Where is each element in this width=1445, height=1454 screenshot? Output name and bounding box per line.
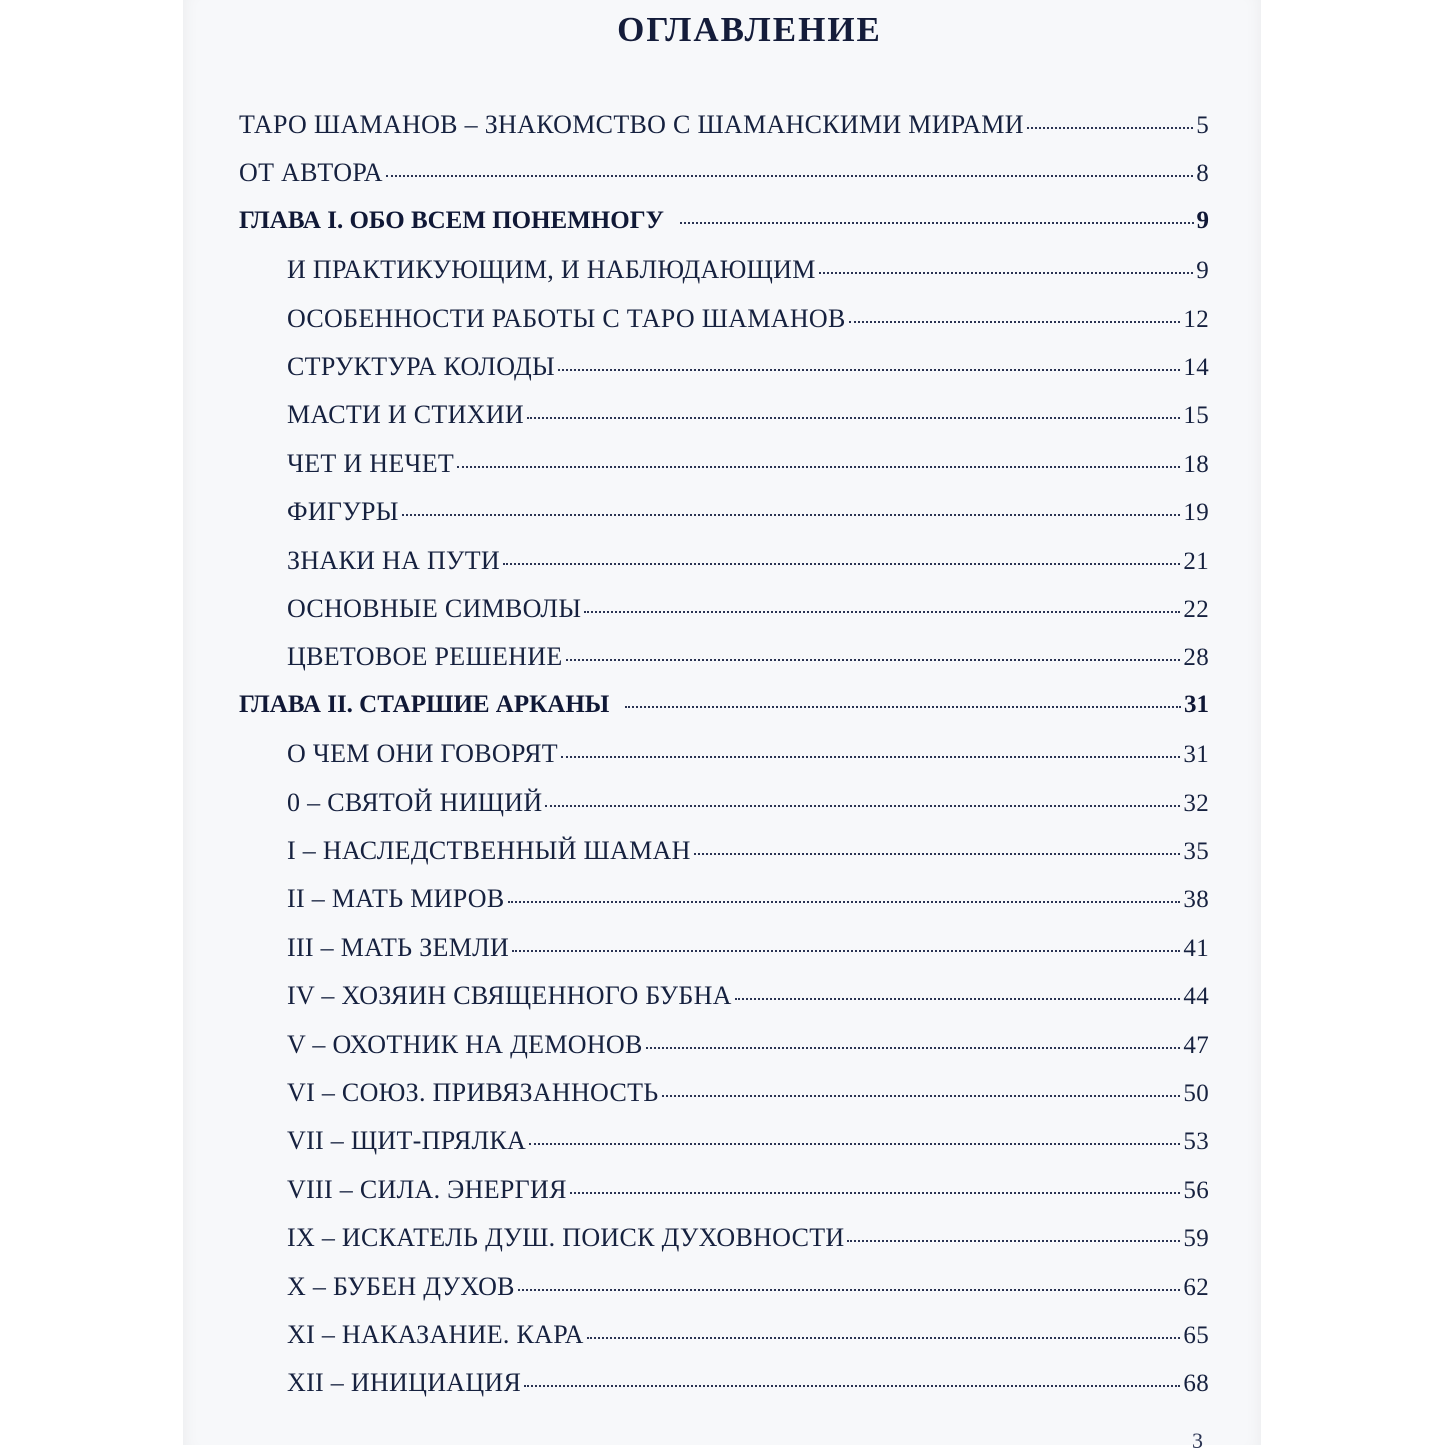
toc-dot-leader: [680, 222, 1194, 224]
toc-dot-leader: [694, 853, 1181, 855]
toc-page-number: 44: [1183, 983, 1209, 1011]
toc-entry-label: ГЛАВА I. ОБО ВСЕМ ПОНЕМНОГУ: [239, 206, 664, 234]
toc-entry: [287, 1223, 1209, 1263]
toc-dot-leader: [662, 1095, 1181, 1097]
toc-page-number: 68: [1183, 1370, 1209, 1398]
page-title: ОГЛАВЛЕНИЕ: [617, 10, 882, 49]
toc-dot-leader: [508, 901, 1181, 903]
toc-entry: [287, 594, 1209, 634]
toc-page-number: 35: [1183, 838, 1209, 865]
toc-page-number: 59: [1183, 1225, 1209, 1253]
toc-entry: [239, 158, 1209, 198]
toc-page-number: 28: [1183, 644, 1209, 672]
toc-dot-leader: [524, 1385, 1180, 1387]
toc-dot-leader: [570, 1192, 1181, 1194]
toc-dot-leader: [529, 1143, 1180, 1145]
toc-entry-label: МАСТИ И СТИХИИ: [287, 400, 524, 430]
toc-page-number: 32: [1183, 789, 1209, 817]
toc-entry-label: ЗНАКИ НА ПУТИ: [287, 545, 500, 575]
toc-entry-label: ЧЕТ И НЕЧЕТ: [287, 448, 455, 478]
toc-entry-label: ОСНОВНЫЕ СИМВОЛЫ: [287, 594, 582, 623]
toc-entry: [287, 1078, 1209, 1118]
toc-dot-leader: [518, 1289, 1181, 1291]
toc-entry: [287, 1368, 1209, 1408]
toc-page-number: 50: [1183, 1080, 1209, 1107]
toc-entry-label: ТАРО ШАМАНОВ – ЗНАКОМСТВО С ШАМАНСКИМИ МИРАМИ: [239, 110, 1024, 139]
toc-entry-label: II – МАТЬ МИРОВ: [287, 884, 505, 914]
toc-dot-leader: [625, 706, 1181, 708]
toc-dot-leader: [587, 1337, 1181, 1339]
toc-entry: [287, 304, 1209, 344]
toc-page-number: 12: [1183, 305, 1209, 333]
toc-page-number: 56: [1183, 1176, 1209, 1204]
toc-entry-label: ЦВЕТОВОЕ РЕШЕНИЕ: [287, 642, 563, 672]
toc-page-number: 41: [1183, 934, 1209, 962]
toc-dot-leader: [735, 998, 1181, 1000]
toc-page-number: 47: [1183, 1031, 1209, 1059]
toc-dot-leader: [561, 756, 1180, 758]
toc-dot-leader: [558, 369, 1180, 371]
toc-page-number: 22: [1183, 596, 1209, 623]
toc-dot-leader: [847, 1240, 1180, 1242]
toc-entry: [287, 788, 1209, 828]
toc-entry: [287, 497, 1209, 537]
toc-entry-label: III – МАТЬ ЗЕМЛИ: [287, 932, 510, 962]
toc-page-number: 8: [1196, 160, 1209, 188]
toc-entry-label: СТРУКТУРА КОЛОДЫ: [287, 352, 555, 381]
toc-entry-label: ГЛАВА II. СТАРШИЕ АРКАНЫ: [239, 690, 610, 718]
toc-page-number: 31: [1183, 741, 1209, 769]
toc-entry: [287, 546, 1209, 586]
toc-dot-leader: [566, 659, 1181, 661]
toc-page-number: 38: [1183, 886, 1209, 914]
toc-entry-label: VII – ЩИТ-ПРЯЛКА: [287, 1126, 527, 1156]
toc-entry: [287, 1030, 1209, 1070]
toc-entry: [287, 642, 1209, 682]
toc-page-number: 9: [1196, 257, 1209, 285]
toc-entry: [287, 739, 1209, 779]
toc-page-number: 9: [1196, 206, 1209, 234]
toc-chapter-entry: [239, 207, 1209, 247]
toc-dot-leader: [512, 950, 1180, 952]
toc-page-number: 31: [1184, 690, 1209, 718]
toc-page-number: 19: [1183, 499, 1209, 527]
toc-dot-leader: [457, 466, 1180, 468]
toc-entry-label: И ПРАКТИКУЮЩИМ, И НАБЛЮДАЮЩИМ: [287, 255, 816, 285]
toc-page-number: 18: [1183, 450, 1209, 478]
toc-entry-label: ОСОБЕННОСТИ РАБОТЫ С ТАРО ШАМАНОВ: [287, 303, 846, 333]
page-number-corner: 3: [1192, 1428, 1203, 1453]
toc-entry-label: XI – НАКАЗАНИЕ. КАРА: [287, 1320, 584, 1349]
toc-entry: [287, 836, 1209, 876]
toc-entry-label: VI – СОЮЗ. ПРИВЯЗАННОСТЬ: [287, 1078, 659, 1107]
toc-page-number: 21: [1183, 547, 1209, 575]
toc-entry: [287, 255, 1209, 295]
toc-dot-leader: [849, 321, 1181, 323]
toc-entry-label: О ЧЕМ ОНИ ГОВОРЯТ: [287, 739, 558, 769]
toc-entry: [287, 884, 1209, 924]
toc-dot-leader: [527, 417, 1180, 419]
toc-chapter-entry: [239, 691, 1209, 731]
toc-entry: [287, 1175, 1209, 1215]
toc-entry-label: V – ОХОТНИК НА ДЕМОНОВ: [287, 1029, 643, 1059]
toc-dot-leader: [402, 514, 1181, 516]
toc-entry-label: X – БУБЕН ДУХОВ: [287, 1271, 515, 1301]
toc-dot-leader: [584, 611, 1180, 613]
toc-page-number: 53: [1183, 1128, 1209, 1156]
toc-entry: [287, 1320, 1209, 1360]
toc-dot-leader: [819, 272, 1194, 274]
toc-entry: [287, 1126, 1209, 1166]
toc-entry: [287, 933, 1209, 973]
toc-entry: [287, 981, 1209, 1021]
toc-entry-label: ОТ АВТОРА: [239, 158, 383, 188]
toc-dot-leader: [503, 563, 1180, 565]
toc-entry: [287, 352, 1209, 392]
toc-entry: [287, 400, 1209, 440]
toc-entry-label: I – НАСЛЕДСТВЕННЫЙ ШАМАН: [287, 836, 691, 865]
toc-entry: [287, 449, 1209, 489]
toc-entry-label: IV – ХОЗЯИН СВЯЩЕННОГО БУБНА: [287, 981, 732, 1011]
toc-entry-label: ФИГУРЫ: [287, 497, 399, 527]
toc-entry-label: 0 – СВЯТОЙ НИЩИЙ: [287, 787, 543, 817]
toc-page-number: 14: [1183, 354, 1209, 381]
toc-page-number: 5: [1196, 112, 1209, 139]
toc-page-number: 15: [1183, 402, 1209, 430]
toc-entry: [239, 110, 1209, 150]
toc-dot-leader: [1027, 127, 1193, 129]
toc-entry-label: XII – ИНИЦИАЦИЯ: [287, 1368, 522, 1398]
toc-entry: [287, 1272, 1209, 1312]
toc-dot-leader: [646, 1047, 1181, 1049]
toc-dot-leader: [386, 175, 1193, 177]
toc-page-number: 65: [1183, 1322, 1209, 1349]
toc-dot-leader: [545, 805, 1180, 807]
toc-page-number: 62: [1183, 1273, 1209, 1301]
toc-entry-label: VIII – СИЛА. ЭНЕРГИЯ: [287, 1174, 567, 1204]
toc-entry-label: IX – ИСКАТЕЛЬ ДУШ. ПОИСК ДУХОВНОСТИ: [287, 1223, 845, 1253]
